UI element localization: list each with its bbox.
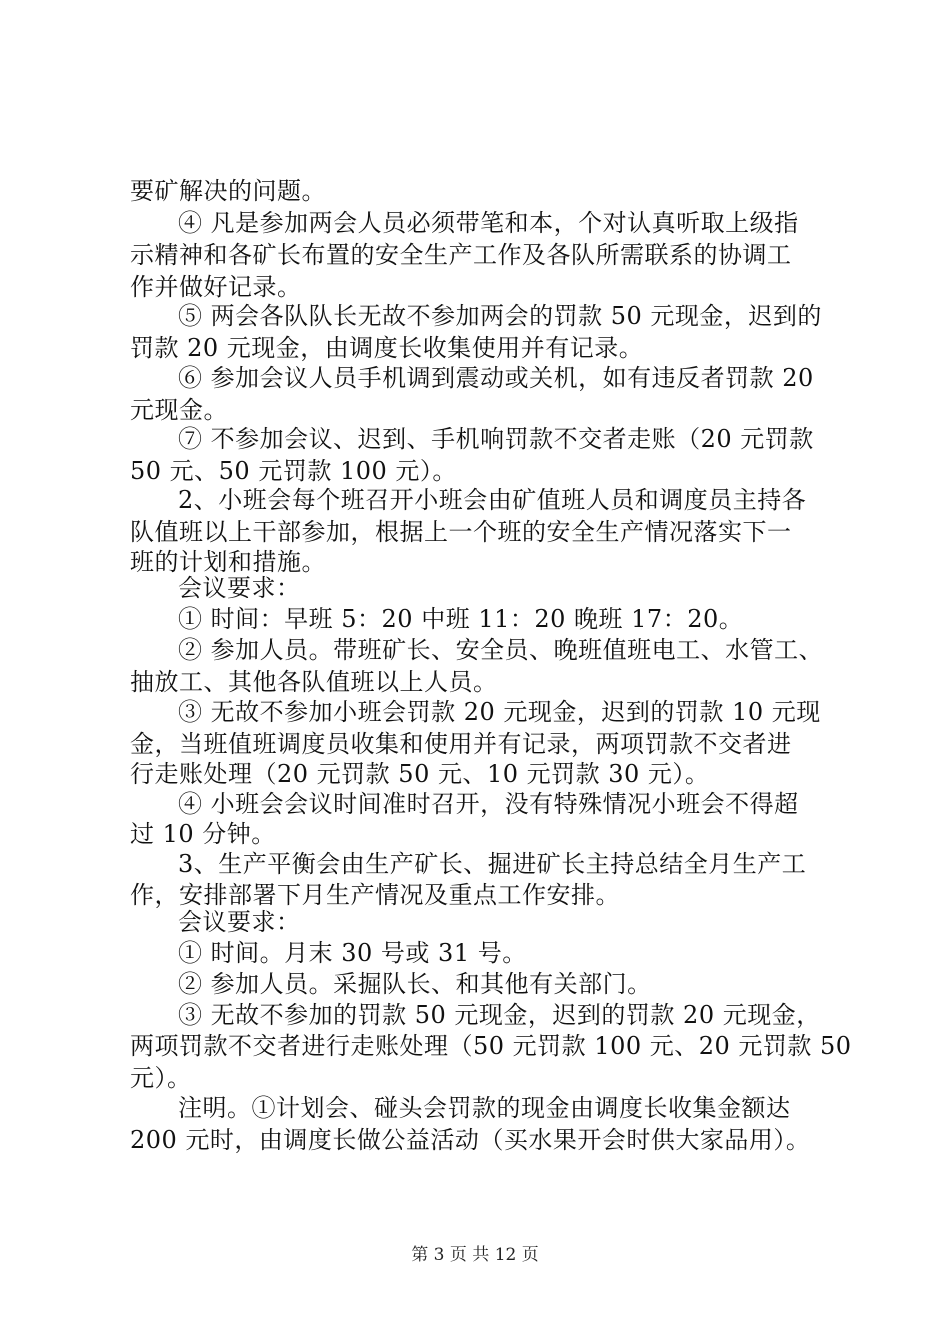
text-line: ③ 无故不参加小班会罚款 20 元现金，迟到的罚款 10 元现 (178, 698, 821, 726)
text-line: 50 元、50 元罚款 100 元）。 (130, 457, 457, 485)
text-line: ② 参加人员。带班矿长、安全员、晚班值班电工、水管工、 (178, 636, 824, 664)
text-line: 两项罚款不交者进行走账处理（50 元罚款 100 元、20 元罚款 50 (130, 1032, 852, 1060)
text-line: 队值班以上干部参加，根据上一个班的安全生产情况落实下一 (130, 518, 792, 546)
text-line: ① 时间：早班 5：20 中班 11：20 晚班 17：20。 (178, 605, 744, 633)
text-line: ⑥ 参加会议人员手机调到震动或关机，如有违反者罚款 20 (178, 364, 814, 392)
text-line: 元）。 (130, 1064, 192, 1092)
page-number-footer: 第 3 页 共 12 页 (411, 1245, 539, 1265)
text-line: 作并做好记录。 (130, 273, 302, 301)
text-line: ⑤ 两会各队队长无故不参加两会的罚款 50 元现金，迟到的 (178, 302, 822, 330)
text-line: ③ 无故不参加的罚款 50 元现金，迟到的罚款 20 元现金， (178, 1001, 821, 1029)
text-line: 班的计划和措施。 (130, 548, 326, 576)
text-line: 过 10 分钟。 (130, 820, 276, 848)
text-line: 会议要求： (178, 908, 301, 936)
text-line: ① 时间。月末 30 号或 31 号。 (178, 939, 527, 967)
text-line: 3、生产平衡会由生产矿长、掘进矿长主持总结全月生产工 (178, 850, 807, 878)
text-line: 金，当班值班调度员收集和使用并有记录，两项罚款不交者进 (130, 730, 792, 758)
text-line: 元现金。 (130, 396, 228, 424)
text-line: 示精神和各矿长布置的安全生产工作及各队所需联系的协调工 (130, 241, 792, 269)
text-line: ⑦ 不参加会议、迟到、手机响罚款不交者走账（20 元罚款 (178, 425, 814, 453)
text-line: ② 参加人员。采掘队长、和其他有关部门。 (178, 970, 652, 998)
text-line: 作，安排部署下月生产情况及重点工作安排。 (130, 881, 620, 909)
text-line: 抽放工、其他各队值班以上人员。 (130, 668, 498, 696)
text-line: 要矿解决的问题。 (130, 177, 326, 205)
text-line: 行走账处理（20 元罚款 50 元、10 元罚款 30 元）。 (130, 760, 710, 788)
text-line: 2、小班会每个班召开小班会由矿值班人员和调度员主持各 (178, 486, 807, 514)
text-line: ④ 凡是参加两会人员必须带笔和本，个对认真听取上级指 (178, 209, 799, 237)
text-line: ④ 小班会会议时间准时召开，没有特殊情况小班会不得超 (178, 790, 799, 818)
text-line: 注明。①计划会、碰头会罚款的现金由调度长收集金额达 (178, 1094, 791, 1122)
text-line: 200 元时，由调度长做公益活动（买水果开会时供大家品用）。 (130, 1126, 811, 1154)
text-line: 罚款 20 元现金，由调度长收集使用并有记录。 (130, 334, 644, 362)
text-line: 会议要求： (178, 574, 301, 602)
